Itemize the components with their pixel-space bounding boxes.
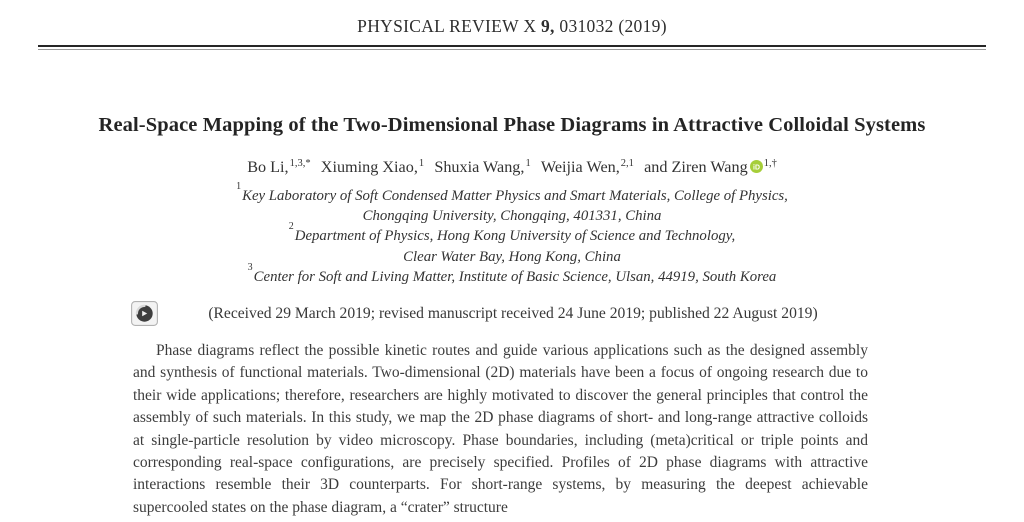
affiliation-number: 1 — [236, 181, 242, 193]
article-title: Real-Space Mapping of the Two-Dimensional Phase Diagrams in Attractive Colloidal Systems — [98, 114, 926, 136]
affiliation-text: Key Laboratory of Soft Condensed Matter Physics and Smart Materials, College of Physics, — [242, 188, 788, 204]
history-row — [131, 301, 868, 326]
author-footnote-marker: 1,3,* — [289, 158, 311, 169]
affiliation-text: Chongqing University, Chongqing, 401331, China — [362, 208, 662, 225]
affiliation-number: 2 — [288, 221, 294, 233]
journal-header — [0, 15, 1024, 37]
affiliation-text: Center for Soft and Living Matter, Institute of Basic Science, Ulsan, 44919, South Korea — [253, 268, 777, 285]
author — [321, 158, 424, 176]
author-footnote-marker: 1 — [525, 158, 531, 169]
affiliation-text: Department of Physics, Hong Kong University of Science and Technology, — [294, 228, 736, 245]
journal-citation: 031032 (2019) — [559, 16, 667, 36]
author-name: and Ziren Wang — [644, 158, 748, 176]
affiliation-line — [0, 247, 1024, 267]
author — [434, 158, 530, 176]
affiliation-line — [0, 221, 1024, 246]
author-name: Bo Li, — [247, 158, 289, 176]
received-history-text: (Received 29 March 2019; revised manuscript received 24 June 2019; published 22 August 2019) — [208, 304, 818, 322]
author — [644, 158, 777, 176]
author — [541, 158, 634, 176]
author-footnote-marker: 2,1 — [620, 158, 634, 169]
crossmark-update-icon[interactable] — [131, 301, 158, 326]
affiliation-number: 3 — [247, 261, 253, 273]
author-name: Weijia Wen, — [540, 158, 620, 176]
svg-text:iD: iD — [752, 164, 760, 172]
header-rule — [38, 45, 986, 50]
affiliations-block — [0, 181, 1024, 287]
abstract-paragraph: Phase diagrams reflect the possible kinetic routes and guide various applications such as the designed assembly and synthesis of functional materials. Two-dimensional (2D) materials have been a focus of ongoing research due to their wide applications; therefore, researchers are highly motivated to discover the general principles that control the assembly of such materials. In this study, we map the 2D phase diagrams of short- and long-range attractive colloids at single-particle resolution by video microscopy. Phase boundaries, including (meta)critical or triple points and corresponding real-space configurations, are precisely specified. Profiles of 2D phase diagrams with attractive interactions resemble their 3D counterparts. For short-range systems, by measuring the deepest achievable supercooled states on the phase diagram, a “crater” structure — [133, 342, 868, 516]
author-name: Xiuming Xiao, — [320, 158, 418, 176]
affiliation-line — [0, 181, 1024, 206]
orcid-id-icon[interactable] — [750, 160, 763, 173]
author-footnote-marker: 1 — [418, 158, 425, 169]
journal-volume: 9, — [540, 16, 555, 36]
authors-line — [0, 155, 1024, 179]
affiliation-line — [0, 261, 1024, 287]
affiliation-line — [0, 206, 1024, 226]
journal-name: PHYSICAL REVIEW X — [357, 16, 537, 36]
author — [247, 158, 310, 176]
author-footnote-marker: 1,† — [763, 158, 777, 169]
affiliation-text: Clear Water Bay, Hong Kong, China — [403, 248, 621, 265]
author-name: Shuxia Wang, — [434, 158, 525, 176]
